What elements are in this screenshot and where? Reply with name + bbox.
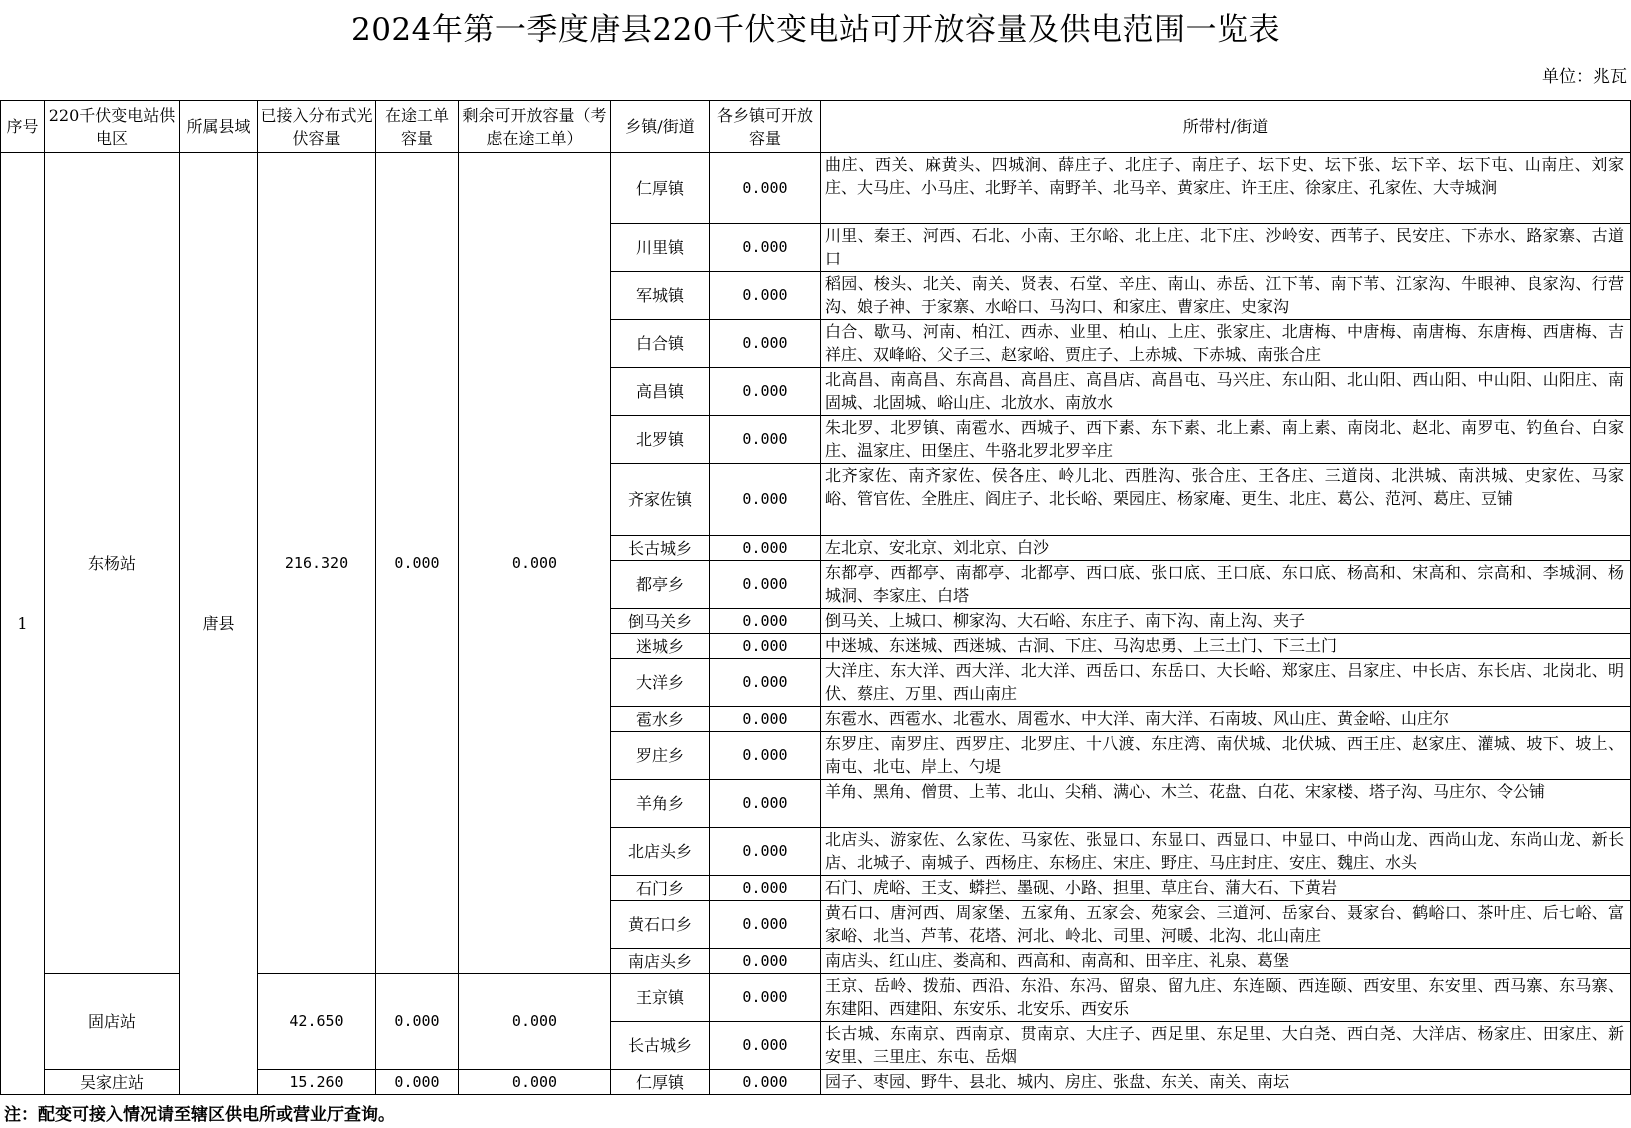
town-capacity: 0.000	[710, 464, 821, 536]
village-list: 中迷城、东迷城、西迷城、古洞、下庄、马沟忠勇、上三土门、下三土门	[821, 634, 1631, 659]
village-list: 曲庄、西关、麻黄头、四城涧、薛庄子、北庄子、南庄子、坛下史、坛下张、坛下辛、坛下屯、山南庄、刘家庄、大马庄、小马庄、北野羊、南野羊、北马辛、黄家庄、许王庄、徐家庄、孔家佐、大寺城涧	[821, 153, 1631, 224]
village-list: 白合、歇马、河南、柏江、西赤、业里、柏山、上庄、张家庄、北唐梅、中唐梅、南唐梅、东唐梅、西唐梅、吉祥庄、双峰峪、父子三、赵家峪、贾庄子、上赤城、下赤城、南张合庄	[821, 320, 1631, 368]
town-name: 高昌镇	[611, 368, 710, 416]
village-list: 稻园、梭头、北关、南关、贤表、石堂、辛庄、南山、赤岳、江下苇、南下苇、江家沟、牛眼神、良家沟、行营沟、娘子神、于家寨、水峪口、马沟口、和家庄、曹家庄、史家沟	[821, 272, 1631, 320]
pv-capacity: 15.260	[258, 1070, 376, 1095]
village-list: 羊角、黑角、僧贯、上苇、北山、尖稍、满心、木兰、花盘、白花、宋家楼、塔子沟、马庄尔、令公铺	[821, 780, 1631, 828]
village-list: 黄石口、唐河西、周家堡、五家角、五家会、苑家会、三道河、岳家台、聂家台、鹤峪口、茶叶庄、后七峪、富家峪、北当、芦苇、花塔、河北、岭北、司里、河暖、北沟、北山南庄	[821, 901, 1631, 949]
village-list: 朱北罗、北罗镇、南雹水、西城子、西下素、东下素、北上素、南上素、南岗北、赵北、南罗屯、钓鱼台、白家庄、温家庄、田堡庄、牛骆北罗北罗辛庄	[821, 416, 1631, 464]
unit-label: 单位：兆瓦	[1542, 67, 1627, 87]
village-list: 长古城、东南京、西南京、贯南京、大庄子、西足里、东足里、大白尧、西白尧、大洋店、杨家庄、田家庄、新安里、三里庄、东屯、岳烟	[821, 1022, 1631, 1070]
village-list: 东罗庄、南罗庄、西罗庄、北罗庄、十八渡、东庄湾、南伏城、北伏城、西王庄、赵家庄、灌城、坡下、坡上、南屯、北屯、岸上、勺堤	[821, 732, 1631, 780]
town-capacity: 0.000	[710, 272, 821, 320]
town-name: 黄石口乡	[611, 901, 710, 949]
town-capacity: 0.000	[710, 368, 821, 416]
town-name: 齐家佐镇	[611, 464, 710, 536]
village-list: 川里、秦王、河西、石北、小南、王尔峪、北上庄、北下庄、沙岭安、西苇子、民安庄、下赤水、路家寨、古道口	[821, 224, 1631, 272]
village-list: 大洋庄、东大洋、西大洋、北大洋、西岳口、东岳口、大长峪、郑家庄、吕家庄、中长店、东长店、北岗北、明伏、蔡庄、万里、西山南庄	[821, 659, 1631, 707]
village-list: 王京、岳岭、拨茄、西沿、东沿、东冯、留泉、留九庄、东连颐、西连颐、西安里、东安里、西马寨、东马寨、东建阳、西建阳、东安乐、北安乐、西安乐	[821, 974, 1631, 1022]
town-capacity: 0.000	[710, 634, 821, 659]
page-title: 2024年第一季度唐县220千伏变电站可开放容量及供电范围一览表	[350, 12, 1281, 48]
seq-cell: 1	[1, 153, 45, 1095]
town-name: 王京镇	[611, 974, 710, 1022]
pv-capacity: 216.320	[258, 153, 376, 974]
town-name: 川里镇	[611, 224, 710, 272]
town-capacity: 0.000	[710, 153, 821, 224]
header-remaining: 剩余可开放容量（考虑在途工单）	[459, 101, 611, 153]
header-town-cap: 各乡镇可开放容量	[710, 101, 821, 153]
town-capacity: 0.000	[710, 876, 821, 901]
county-cell: 唐县	[180, 153, 258, 1095]
station-name: 吴家庄站	[45, 1070, 180, 1095]
town-capacity: 0.000	[710, 974, 821, 1022]
town-name: 罗庄乡	[611, 732, 710, 780]
town-name: 雹水乡	[611, 707, 710, 732]
header-row	[1, 101, 1631, 153]
town-capacity: 0.000	[710, 536, 821, 561]
header-pv: 已接入分布式光伏容量	[258, 101, 376, 153]
header-pending: 在途工单容量	[376, 101, 459, 153]
header-town: 乡镇/街道	[611, 101, 710, 153]
town-name: 北店头乡	[611, 828, 710, 876]
pv-capacity: 42.650	[258, 974, 376, 1070]
village-list: 南店头、红山庄、娄高和、西高和、南高和、田辛庄、礼泉、葛堡	[821, 949, 1631, 974]
town-capacity: 0.000	[710, 901, 821, 949]
town-capacity: 0.000	[710, 224, 821, 272]
footnote: 注：配变可接入情况请至辖区供电所或营业厅查询。	[4, 1105, 395, 1125]
capacity-table	[0, 100, 1631, 1095]
town-capacity: 0.000	[710, 416, 821, 464]
town-name: 倒马关乡	[611, 609, 710, 634]
town-name: 长古城乡	[611, 1022, 710, 1070]
town-name: 军城镇	[611, 272, 710, 320]
pending-capacity: 0.000	[376, 153, 459, 974]
village-list: 北店头、游家佐、么家佐、马家佐、张显口、东显口、西显口、中显口、中尚山龙、西尚山龙、东尚山龙、新长店、北城子、南城子、西杨庄、东杨庄、宋庄、野庄、马庄封庄、安庄、魏庄、水头	[821, 828, 1631, 876]
header-seq: 序号	[1, 101, 45, 153]
town-name: 南店头乡	[611, 949, 710, 974]
remaining-capacity: 0.000	[459, 153, 611, 974]
town-name: 都亭乡	[611, 561, 710, 609]
town-capacity: 0.000	[710, 828, 821, 876]
village-list: 东都亭、西都亭、南都亭、北都亭、西口底、张口底、王口底、东口底、杨高和、宋高和、宗高和、李城洞、杨城洞、李家庄、白塔	[821, 561, 1631, 609]
village-list: 北高昌、南高昌、东高昌、高昌庄、高昌店、高昌屯、马兴庄、东山阳、北山阳、西山阳、中山阳、山阳庄、南固城、北固城、峪山庄、北放水、南放水	[821, 368, 1631, 416]
town-name: 石门乡	[611, 876, 710, 901]
station-name: 东杨站	[45, 153, 180, 974]
town-name: 迷城乡	[611, 634, 710, 659]
town-name: 仁厚镇	[611, 153, 710, 224]
town-capacity: 0.000	[710, 1022, 821, 1070]
town-capacity: 0.000	[710, 1070, 821, 1095]
town-name: 白合镇	[611, 320, 710, 368]
village-list: 左北京、安北京、刘北京、白沙	[821, 536, 1631, 561]
town-capacity: 0.000	[710, 561, 821, 609]
town-name: 北罗镇	[611, 416, 710, 464]
town-capacity: 0.000	[710, 320, 821, 368]
town-capacity: 0.000	[710, 659, 821, 707]
village-list: 北齐家佐、南齐家佐、侯各庄、岭儿北、西胜沟、张合庄、王各庄、三道岗、北洪城、南洪城、史家佐、马家峪、管官佐、全胜庄、阎庄子、北长峪、栗园庄、杨家庵、更生、北庄、葛公、范河、葛庄、豆铺	[821, 464, 1631, 536]
remaining-capacity: 0.000	[459, 974, 611, 1070]
town-capacity: 0.000	[710, 949, 821, 974]
station-name: 固店站	[45, 974, 180, 1070]
town-name: 仁厚镇	[611, 1070, 710, 1095]
pending-capacity: 0.000	[376, 1070, 459, 1095]
town-name: 长古城乡	[611, 536, 710, 561]
town-capacity: 0.000	[710, 780, 821, 828]
village-list: 东雹水、西雹水、北雹水、周雹水、中大洋、南大洋、石南坡、风山庄、黄金峪、山庄尔	[821, 707, 1631, 732]
village-list: 倒马关、上城口、柳家沟、大石峪、东庄子、南下沟、南上沟、夹子	[821, 609, 1631, 634]
town-capacity: 0.000	[710, 609, 821, 634]
village-list: 石门、虎峪、王支、蟒拦、墨砚、小路、担里、草庄台、蒲大石、下黄岩	[821, 876, 1631, 901]
village-list: 园子、枣园、野牛、县北、城内、房庄、张盘、东关、南关、南坛	[821, 1070, 1631, 1095]
pending-capacity: 0.000	[376, 974, 459, 1070]
town-capacity: 0.000	[710, 732, 821, 780]
header-county: 所属县域	[180, 101, 258, 153]
remaining-capacity: 0.000	[459, 1070, 611, 1095]
town-name: 大洋乡	[611, 659, 710, 707]
header-villages: 所带村/街道	[821, 101, 1631, 153]
town-name: 羊角乡	[611, 780, 710, 828]
header-station: 220千伏变电站供电区	[45, 101, 180, 153]
table-row	[1, 153, 1631, 224]
town-capacity: 0.000	[710, 707, 821, 732]
